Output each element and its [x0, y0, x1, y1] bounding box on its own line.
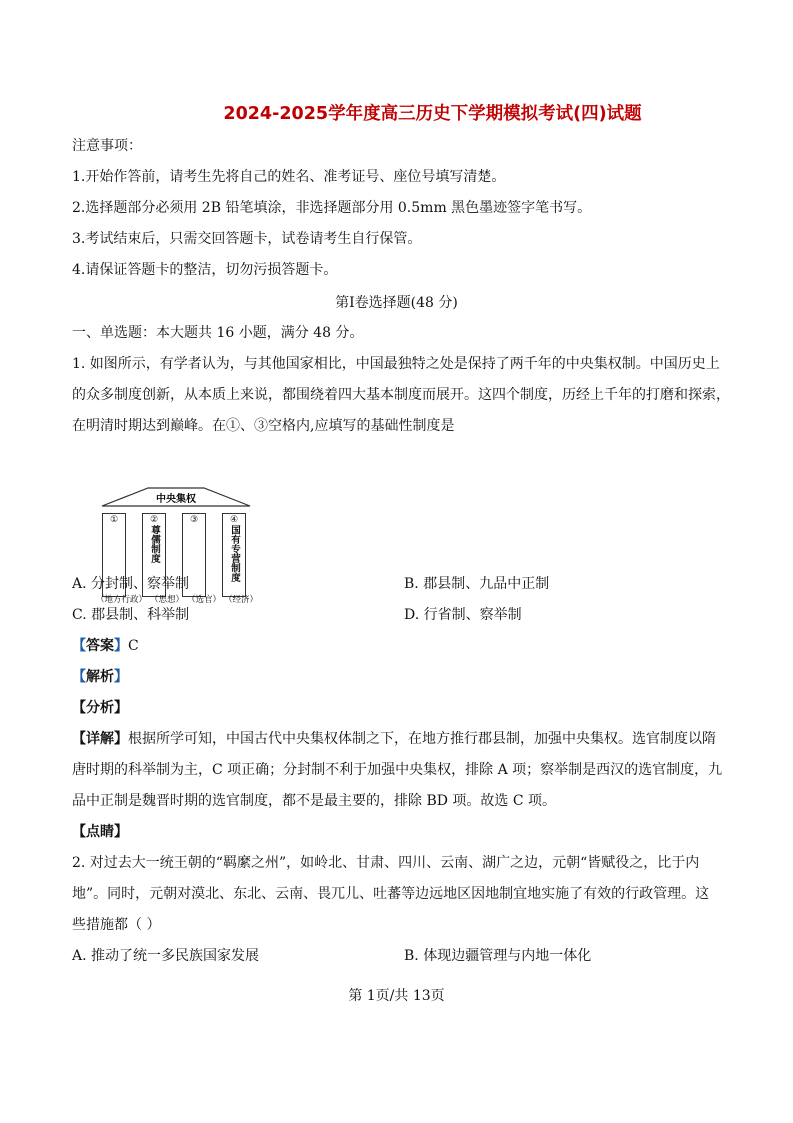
- notice-item: 1.开始作答前，请考生先将自己的姓名、准考证号、座位号填写清楚。: [72, 169, 506, 185]
- fenxi-tag: 分析: [86, 700, 114, 716]
- pillar-number: ②: [149, 515, 159, 525]
- pillar-text: 尊儒制度: [149, 525, 160, 563]
- section-title: 第Ⅰ卷选择题(48 分): [335, 295, 458, 311]
- dianjing-tag: 点睛: [86, 824, 114, 840]
- notice-item: 2.选择题部分必须用 2B 铅笔填涂，非选择题部分用 0.5mm 黑色墨迹签字笔书写。: [72, 200, 592, 216]
- q2-stem-line: 地”。同时，元朝对漠北、东北、云南、畏兀儿、吐蕃等边远地区因地制宜地实施了有效的行政管理。这: [72, 886, 710, 902]
- q1-stem-line: 1. 如图所示，有学者认为，与其他国家相比，中国最独特之处是保持了两千年的中央集权制。中国历史上: [72, 356, 720, 372]
- pillar-number: ①: [109, 515, 119, 525]
- dianjing-heading: 【点睛】: [72, 824, 128, 840]
- notice-item: 4.请保证答题卡的整洁，切勿污损答题卡。: [72, 262, 338, 278]
- notice-item: 3.考试结束后，只需交回答题卡，试卷请考生自行保管。: [72, 231, 422, 247]
- answer-value: C: [128, 638, 139, 654]
- diagram-pillar: [222, 513, 246, 597]
- pillar-number: ③: [189, 515, 199, 525]
- xiangjie-tag: 详解: [86, 731, 114, 747]
- diagram-labels: [96, 593, 258, 605]
- pillar-text: 国有专营制度: [229, 525, 240, 582]
- detail-line: 品中正制是魏晋时期的选官制度，都不是最主要的，排除 BD 项。故选 C 项。: [72, 793, 557, 809]
- detail-text: 根据所学可知，中国古代中央集权体制之下，在地方推行郡县制，加强中央集权。选官制度以隋: [128, 731, 716, 747]
- diagram-label: （经济）: [223, 595, 258, 605]
- detail-line: 唐时期的科举制为主，C 项正确；分封制不利于加强中央集权，排除 A 项；察举制是西汉的选官制度，九: [72, 762, 723, 778]
- page-footer: 第 1页/共 13页: [348, 988, 445, 1004]
- fenxi-heading: 【分析】: [72, 700, 128, 716]
- q1-option-d: D. 行省制、察举制: [404, 607, 522, 623]
- diagram-label: （思想）: [149, 595, 184, 605]
- diagram-roof-label: 中央集权: [156, 494, 196, 505]
- q2-option-b: B. 体现边疆管理与内地一体化: [404, 948, 592, 964]
- q1-option-a: A. 分封制、察举制: [72, 576, 190, 592]
- diagram-roof: [100, 487, 252, 507]
- q2-stem-line: 2. 对过去大一统王朝的“羁縻之州”，如岭北、甘肃、四川、云南、湖广之边，元朝“皆赋役之，比于内: [72, 855, 700, 871]
- answer-tag: 答案: [86, 638, 114, 654]
- q1-stem-line: 在明清时期达到巅峰。在①、③空格内,应填写的基础性制度是: [72, 418, 455, 434]
- page-title: 2024-2025学年度高三历史下学期模拟考试(四)试题: [223, 104, 642, 124]
- notice-heading: 注意事项：: [72, 138, 142, 154]
- part-heading: 一、单选题：本大题共 16 小题，满分 48 分。: [72, 325, 364, 341]
- q1-option-c: C. 郡县制、科举制: [72, 607, 190, 623]
- q2-option-a: A. 推动了统一多民族国家发展: [72, 948, 260, 964]
- jiexi-tag: 解析: [86, 669, 114, 685]
- q2-stem-line: 些措施都（ ）: [72, 917, 161, 933]
- q1-option-b: B. 郡县制、九品中正制: [404, 576, 550, 592]
- diagram-label: （选官）: [186, 595, 221, 605]
- analysis-heading: 【解析】: [72, 669, 128, 685]
- pillar-number: ④: [229, 515, 239, 525]
- detail-line: 【详解】根据所学可知，中国古代中央集权体制之下，在地方推行郡县制，加强中央集权。选官制度以隋: [72, 731, 716, 747]
- q1-stem-line: 的众多制度创新，从本质上来说，都围绕着四大基本制度而展开。这四个制度，历经上千年的打磨和探索，: [72, 387, 730, 403]
- answer-line: 【答案】C: [72, 638, 139, 654]
- diagram-label: （地方行政）: [96, 595, 148, 605]
